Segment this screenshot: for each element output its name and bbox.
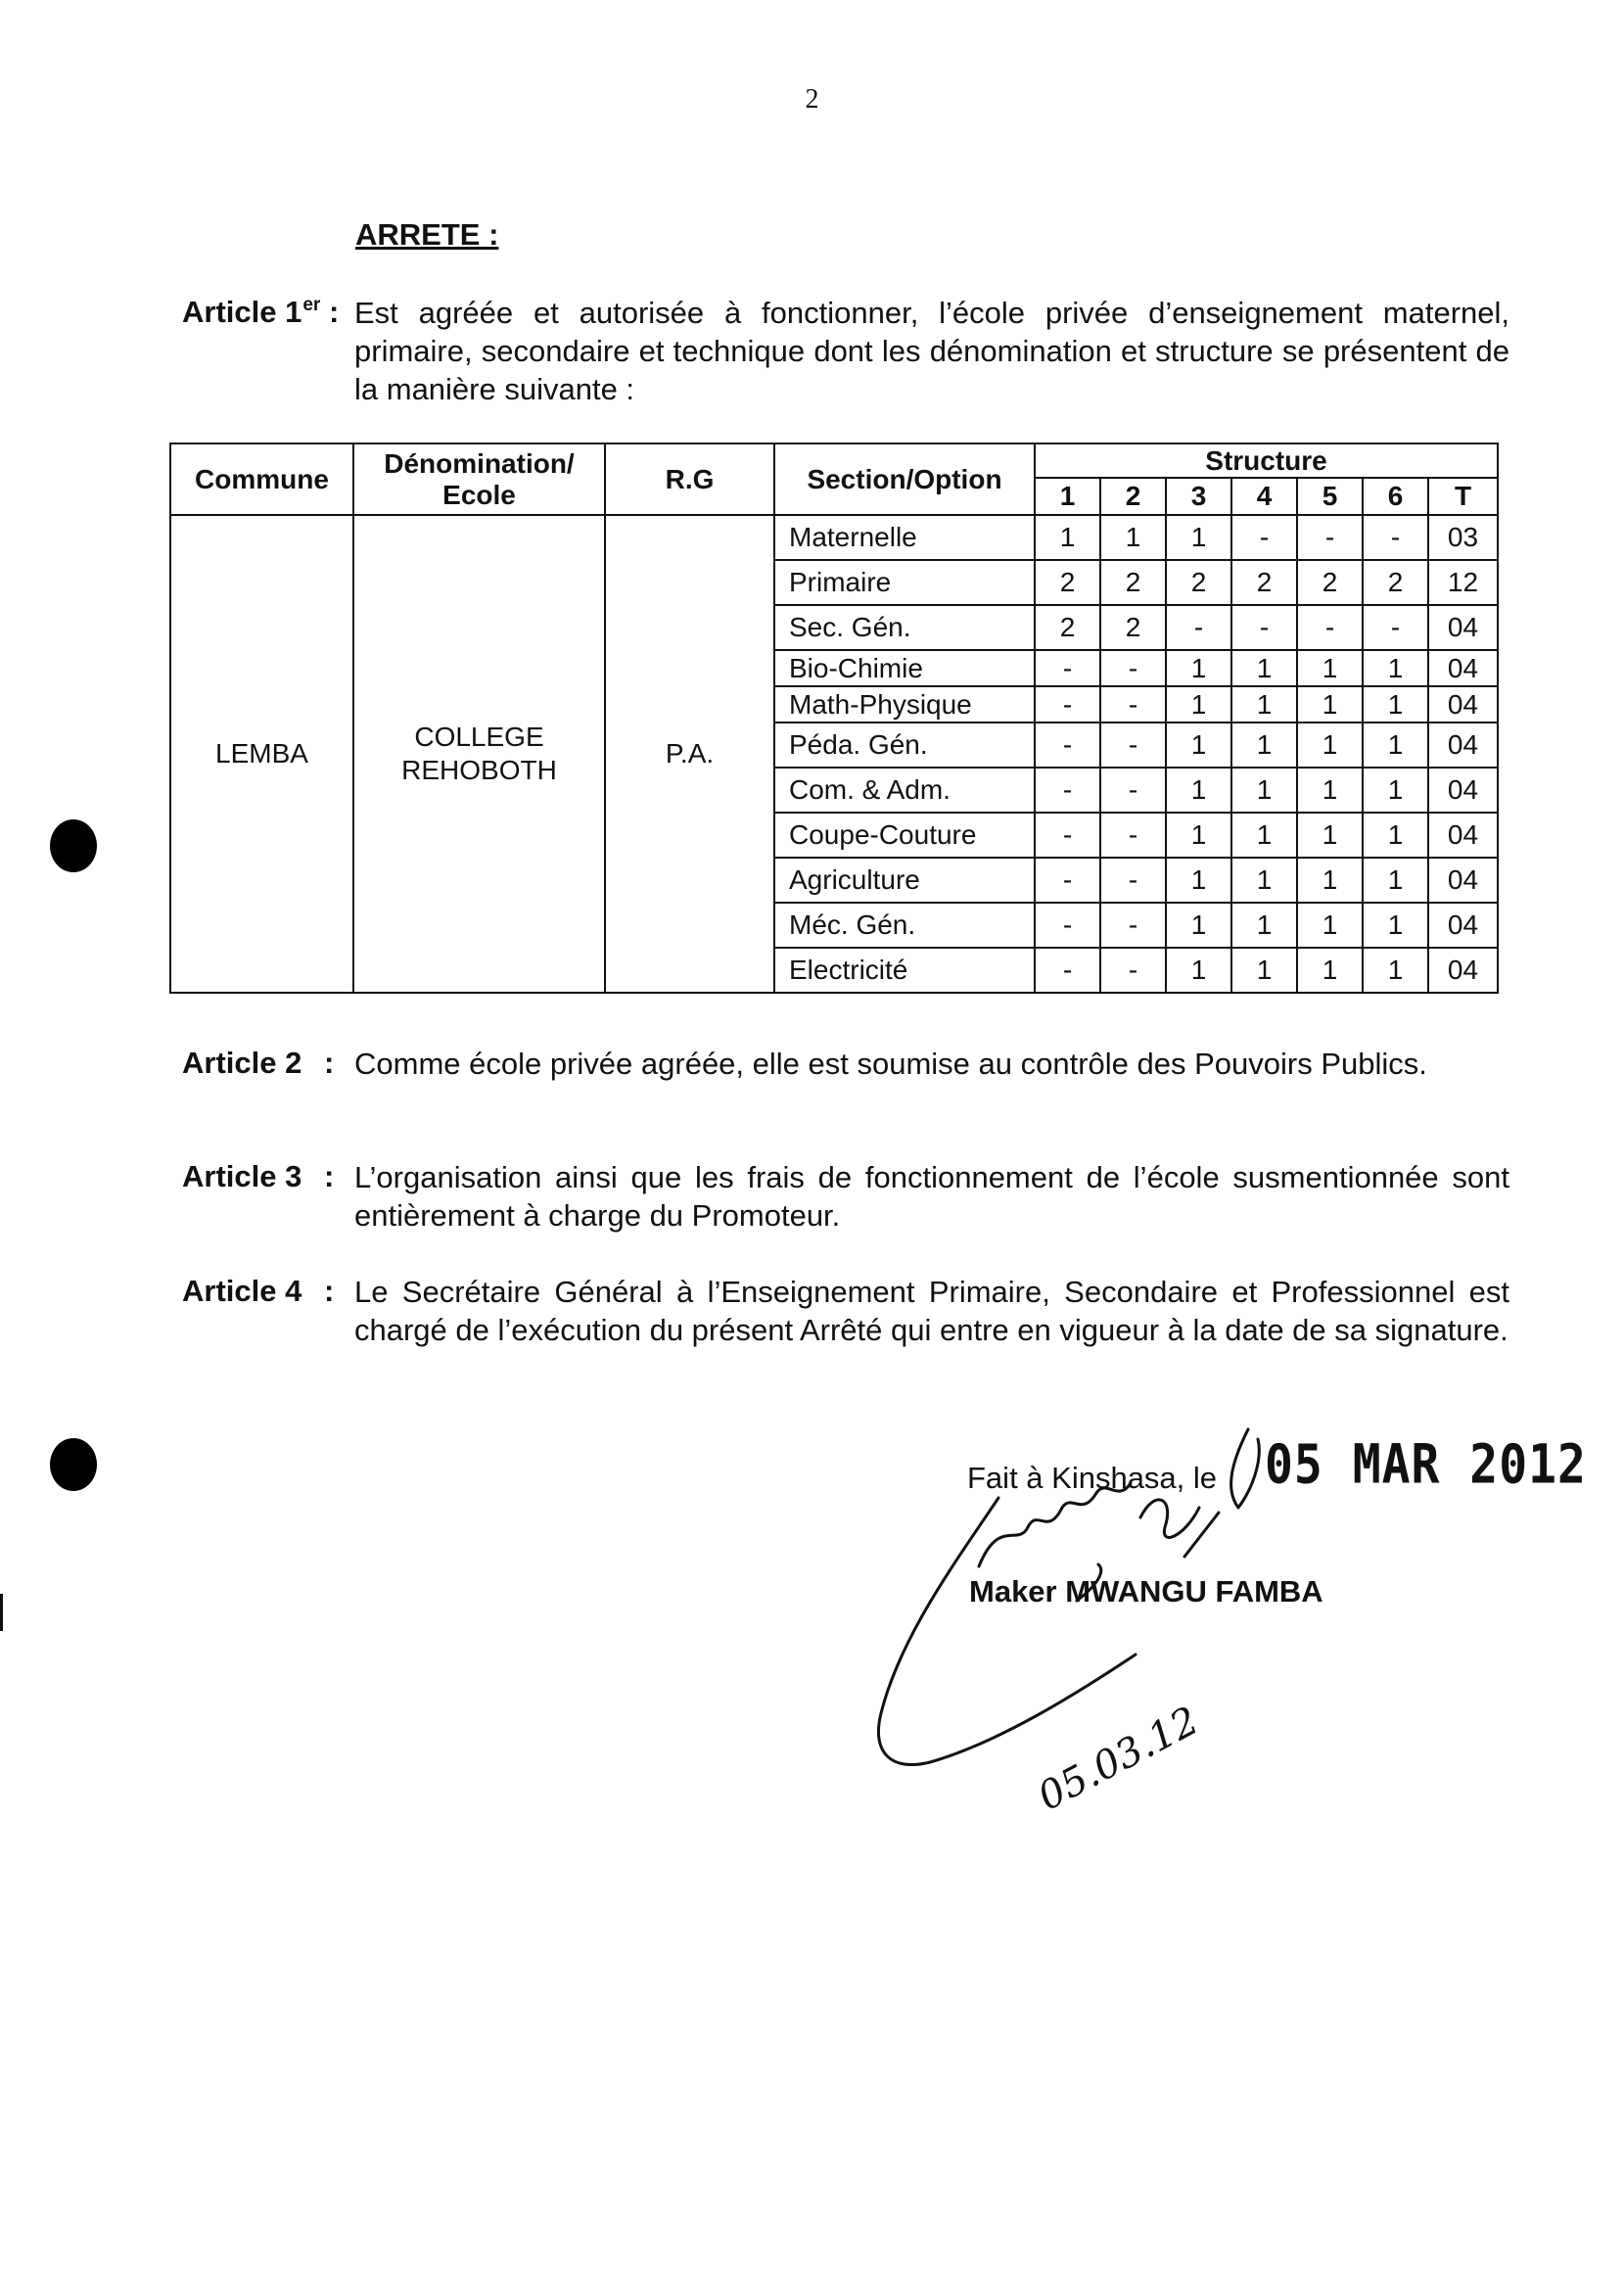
cell-total: 04: [1428, 948, 1498, 993]
cell-value: 1: [1363, 768, 1428, 813]
cell-value: -: [1035, 948, 1100, 993]
cell-value: 1: [1166, 768, 1231, 813]
cell-total: 04: [1428, 686, 1498, 723]
cell-value: 1: [1297, 813, 1363, 858]
punch-hole: [50, 819, 97, 872]
header-year-2: 2: [1100, 478, 1166, 515]
cell-value: -: [1297, 605, 1363, 650]
cell-value: 1: [1297, 903, 1363, 948]
article-3-colon: :: [323, 1159, 335, 1193]
cell-school: [353, 515, 605, 993]
header-rg: R.G: [605, 443, 774, 515]
school-name: COLLEGE REHOBOTH: [401, 722, 557, 785]
cell-total: 04: [1428, 768, 1498, 813]
article-3-text: L’organisation ainsi que les frais de fonctionnement de l’école susmentionnée sont entièrement à charge du Promoteur.: [354, 1160, 1509, 1233]
cell-value: 2: [1100, 560, 1166, 605]
cell-value: -: [1100, 903, 1166, 948]
cell-value: 1: [1363, 686, 1428, 723]
cell-value: 1: [1166, 948, 1231, 993]
cell-value: -: [1166, 605, 1231, 650]
article-1-text: Est agréée et autorisée à fonctionner, l’école privée d’enseignement maternel, primaire, secondaire et technique dont les dénomination et structure se présentent de la manière suivante :: [354, 296, 1509, 406]
cell-option: Electricité: [774, 948, 1035, 993]
cell-total: 03: [1428, 515, 1498, 560]
cell-total: 04: [1428, 858, 1498, 903]
article-2-label: [182, 1046, 334, 1081]
cell-value: -: [1100, 650, 1166, 686]
cell-value: 1: [1166, 515, 1231, 560]
article-3-label: [182, 1159, 334, 1194]
cell-total: 12: [1428, 560, 1498, 605]
cell-value: 1: [1363, 948, 1428, 993]
cell-value: 1: [1166, 686, 1231, 723]
cell-value: 1: [1297, 650, 1363, 686]
cell-value: -: [1100, 723, 1166, 768]
margin-mark: [0, 1594, 3, 1631]
cell-value: -: [1100, 768, 1166, 813]
cell-value: -: [1363, 605, 1428, 650]
header-year-6: 6: [1363, 478, 1428, 515]
cell-value: 1: [1297, 686, 1363, 723]
cell-value: -: [1035, 858, 1100, 903]
cell-value: 1: [1231, 948, 1297, 993]
cell-value: 1: [1363, 903, 1428, 948]
header-section-option: Section/Option: [774, 443, 1035, 515]
cell-option: Math-Physique: [774, 686, 1035, 723]
cell-value: 1: [1363, 858, 1428, 903]
header-commune: Commune: [170, 443, 353, 515]
cell-value: 1: [1166, 813, 1231, 858]
cell-value: 1: [1231, 768, 1297, 813]
cell-total: 04: [1428, 650, 1498, 686]
handwritten-date: 05.03.12: [1031, 1698, 1206, 1820]
date-stamp: 05 MAR 2012: [1265, 1432, 1587, 1497]
cell-value: 1: [1297, 858, 1363, 903]
header-total: T: [1428, 478, 1498, 515]
cell-total: 04: [1428, 723, 1498, 768]
cell-total: 04: [1428, 605, 1498, 650]
cell-value: -: [1100, 858, 1166, 903]
cell-value: -: [1231, 605, 1297, 650]
cell-value: -: [1035, 768, 1100, 813]
signer-name: Maker MWANGU FAMBA: [969, 1574, 1323, 1609]
cell-value: 1: [1297, 768, 1363, 813]
cell-option: Primaire: [774, 560, 1035, 605]
cell-option: Péda. Gén.: [774, 723, 1035, 768]
cell-total: 04: [1428, 813, 1498, 858]
cell-value: -: [1100, 948, 1166, 993]
cell-option: Méc. Gén.: [774, 903, 1035, 948]
cell-option: Coupe-Couture: [774, 813, 1035, 858]
cell-value: 1: [1231, 723, 1297, 768]
decree-heading: ARRETE :: [355, 217, 499, 252]
cell-option: Agriculture: [774, 858, 1035, 903]
cell-option: Com. & Adm.: [774, 768, 1035, 813]
cell-value: 1: [1166, 723, 1231, 768]
cell-value: 1: [1166, 650, 1231, 686]
cell-value: 1: [1231, 650, 1297, 686]
article-3-label-text: Article 3: [182, 1159, 302, 1193]
cell-value: 1: [1166, 903, 1231, 948]
cell-value: 2: [1166, 560, 1231, 605]
cell-value: 1: [1100, 515, 1166, 560]
header-structure: Structure: [1035, 443, 1498, 478]
header-year-5: 5: [1297, 478, 1363, 515]
cell-value: 1: [1297, 723, 1363, 768]
cell-commune: LEMBA: [170, 515, 353, 993]
cell-option: Bio-Chimie: [774, 650, 1035, 686]
cell-value: 1: [1166, 858, 1231, 903]
article-2-text: Comme école privée agréée, elle est soumise au contrôle des Pouvoirs Publics.: [354, 1047, 1427, 1081]
cell-value: 1: [1363, 813, 1428, 858]
header-denomination: Dénomination/ Ecole: [353, 443, 605, 515]
article-2-colon: :: [323, 1046, 335, 1080]
cell-value: 2: [1035, 560, 1100, 605]
cell-value: 1: [1363, 723, 1428, 768]
cell-value: -: [1035, 686, 1100, 723]
cell-value: 2: [1231, 560, 1297, 605]
punch-hole: [50, 1438, 97, 1491]
cell-value: 1: [1231, 858, 1297, 903]
table-row: [170, 515, 1498, 560]
cell-value: -: [1035, 903, 1100, 948]
cell-value: 1: [1035, 515, 1100, 560]
article-4-text: Le Secrétaire Général à l’Enseignement Primaire, Secondaire et Professionnel est chargé de l’exécution du présent Arrêté qui entre en vigueur à la date de sa signature.: [354, 1275, 1509, 1347]
cell-value: 2: [1363, 560, 1428, 605]
cell-value: -: [1231, 515, 1297, 560]
article-4-colon: :: [323, 1274, 335, 1308]
cell-value: 2: [1297, 560, 1363, 605]
cell-value: -: [1100, 686, 1166, 723]
cell-value: 1: [1231, 903, 1297, 948]
cell-option: Sec. Gén.: [774, 605, 1035, 650]
article-4-label: [182, 1274, 334, 1309]
cell-value: 1: [1231, 813, 1297, 858]
cell-value: -: [1297, 515, 1363, 560]
cell-value: -: [1035, 723, 1100, 768]
article-1-colon: :: [328, 295, 340, 329]
article-4-label-text: Article 4: [182, 1274, 302, 1308]
cell-total: 04: [1428, 903, 1498, 948]
article-1-label: [182, 295, 339, 330]
cell-value: -: [1363, 515, 1428, 560]
header-year-4: 4: [1231, 478, 1297, 515]
cell-option: Maternelle: [774, 515, 1035, 560]
cell-value: 1: [1297, 948, 1363, 993]
article-1-label-text: Article 1: [182, 295, 302, 329]
cell-value: 1: [1231, 686, 1297, 723]
cell-value: -: [1035, 813, 1100, 858]
school-structure-table: [169, 443, 1499, 994]
cell-value: 2: [1100, 605, 1166, 650]
article-1-label-sup: er: [302, 295, 321, 315]
place-line: Fait à Kinshasa, le: [967, 1461, 1218, 1495]
cell-value: 2: [1035, 605, 1100, 650]
page-number: 2: [805, 84, 819, 115]
cell-value: 1: [1363, 650, 1428, 686]
article-2-label-text: Article 2: [182, 1046, 302, 1080]
header-year-3: 3: [1166, 478, 1231, 515]
cell-rg: P.A.: [605, 515, 774, 993]
handwritten-signature: [861, 1400, 1331, 1850]
cell-value: -: [1035, 650, 1100, 686]
cell-value: -: [1100, 813, 1166, 858]
header-year-1: 1: [1035, 478, 1100, 515]
